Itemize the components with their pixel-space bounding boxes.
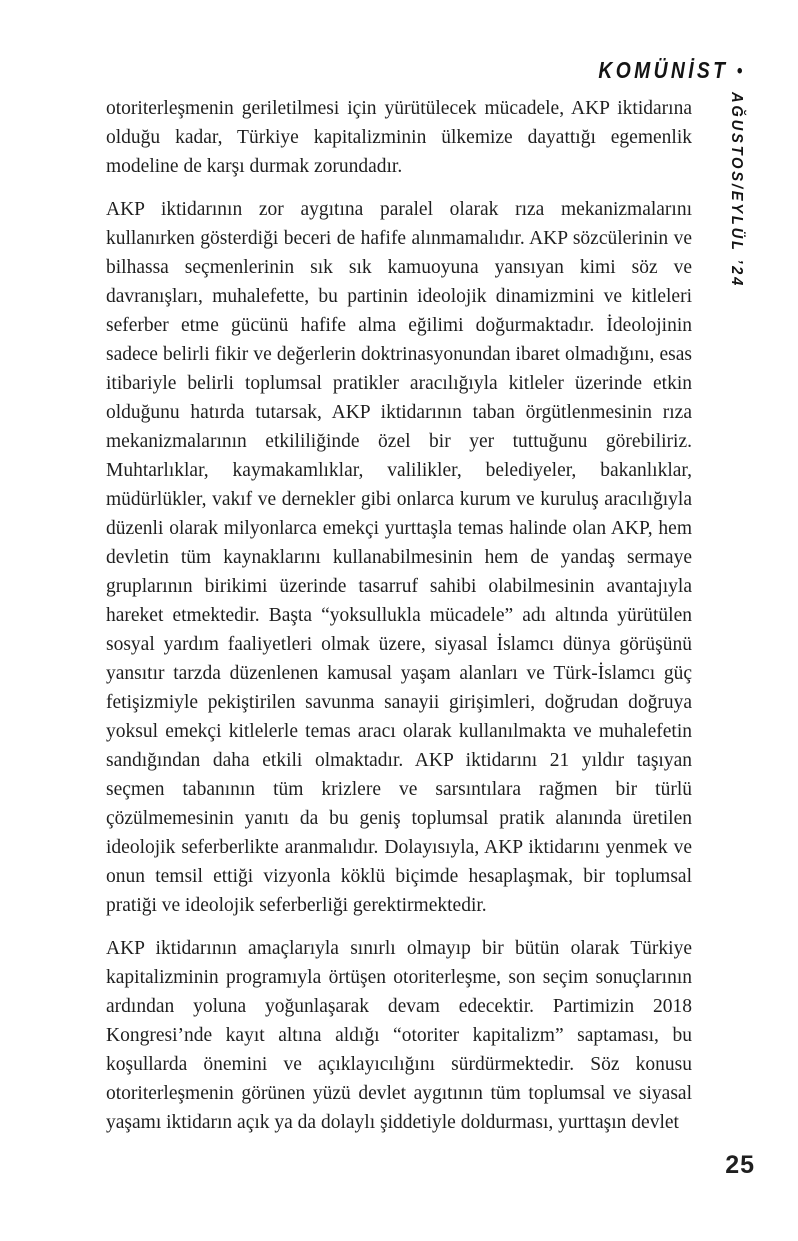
masthead bbox=[598, 57, 742, 84]
issue-date-vertical: AĞUSTOS/EYLÜL ’24 bbox=[728, 92, 745, 289]
masthead-bullet-icon: • bbox=[736, 60, 742, 82]
paragraph-1: otoriterleşmenin geriletilmesi için yürütülecek mücadele, AKP iktidarına olduğu kadar, Türkiye kapitalizminin ülkemize dayattığı egemenlik modeline de karşı durmak zorundadır. bbox=[106, 98, 692, 177]
article-body bbox=[106, 94, 692, 1137]
paragraph-2: AKP iktidarının zor aygıtına paralel olarak rıza mekanizmalarını kullanırken gösterdiği beceri de hafife alınmamalıdır. AKP sözcülerinin ve bilhassa seçmenlerinin sık sık kamuoyuna yansıyan kimi söz ve davranışları, muhalefette, bu partinin ideolojik dinamizmini ve kitleleri seferber etme gücünü hafife alma eğilimi doğurmaktadır. İdeolojinin sadece belirli fikir ve değerlerin doktrinasyonundan ibaret olmadığını, esas itibariyle belirli toplumsal pratikler aracılığıyla kitleler üzerinde etkin olduğunu hatırda tutarsak, AKP iktidarının taban örgütlenmesinin rıza mekanizmalarının etkililiğinde özel bir yer tuttuğunu görebiliriz. Muhtarlıklar, kaymakamlıklar, valilikler, belediyeler, bakanlıklar, müdürlükler, vakıf ve dernekler gibi onlarca kurum ve kuruluş aracılığıyla düzenli olarak milyonlarca emekçi yurttaşla temas halinde olan AKP, hem devletin tüm kaynaklarını kullanabilmesinin hem de yandaş sermaye gruplarının birikimi üzerinde tasarruf sahibi olabilmesinin avantajıyla hareket etmektedir. Başta “yoksullukla mücadele” adı altında yürütülen sosyal yardım faaliyetleri olmak üzere, siyasal İslamcı dünya görüşünü yansıtır tarzda düzenlenen kamusal yaşam alanları ve Türk-İslamcı güç fetişizmiyle pekiştirilen savunma sanayii girişimleri, doğrudan doğruya yoksul emekçi kitlelerle temas aracı olarak kullanılmakta ve muhalefetin sandığından daha etkili olmaktadır. AKP iktidarını 21 yıldır taşıyan seçmen tabanının tüm krizlere ve sarsıntılara rağmen bir türlü çözülmemesinin yanıtı da bu geniş toplumsal pratik alanında üretilen ideolojik seferberlikte aranmalıdır. Dolayısıyla, AKP iktidarını yenmek ve onun temsil ettiği vizyonla köklü biçimde hesaplaşmak, bir toplumsal pratiği ve ideolojik seferberliği gerektirmektedir. bbox=[106, 199, 692, 916]
paragraph-3: AKP iktidarının amaçlarıyla sınırlı olmayıp bir bütün olarak Türkiye kapitalizminin programıyla örtüşen otoriterleşme, son seçim sonuçlarının ardından yoluna yoğunlaşarak devam edecektir. Partimizin 2018 Kongresi’nde kayıt altına aldığı “otoriter kapitalizm” saptaması, bu koşullarda önemini ve açıklayıcılığını sürdürmektedir. Söz konusu otoriterleşmenin görünen yüzü devlet aygıtının tüm toplumsal ve siyasal yaşamı iktidarın açık ya da dolaylı şiddetiyle doldurması, yurttaşın devlet bbox=[106, 938, 692, 1133]
page-number: 25 bbox=[725, 1151, 755, 1179]
magazine-title: KOMÜNİST bbox=[598, 57, 729, 83]
